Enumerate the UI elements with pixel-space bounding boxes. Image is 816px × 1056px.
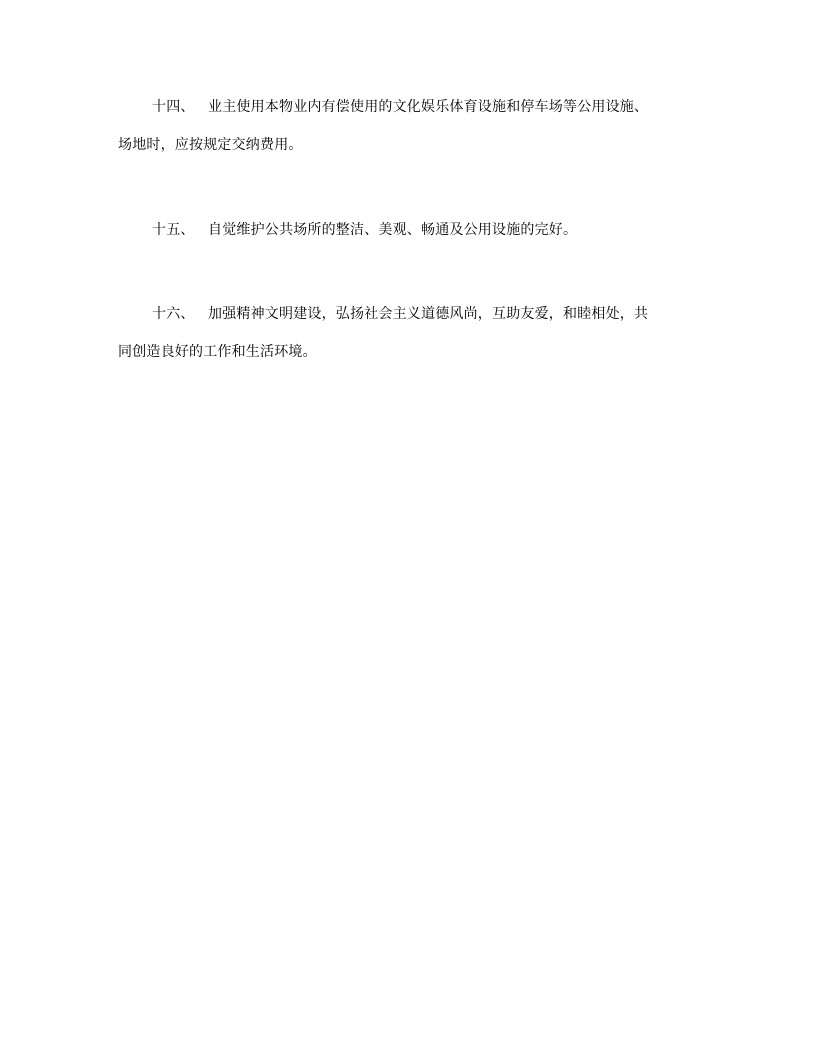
- clause-number: 十四、: [152, 99, 195, 115]
- clause-text: 加强精神文明建设，弘扬社会主义道德风尚，互助友爱，和睦相处，共: [208, 306, 649, 322]
- clause-14: [118, 88, 708, 164]
- clause-text: 自觉维护公共场所的整洁、美观、畅通及公用设施的完好。: [208, 222, 578, 238]
- clause-continuation: 同创造良好的工作和生活环境。: [118, 344, 317, 360]
- clause-number: 十六、: [152, 306, 195, 322]
- clause-line: [118, 295, 708, 333]
- clause-number: 十五、: [152, 222, 195, 238]
- clause-15: [118, 211, 708, 249]
- clause-16: [118, 295, 708, 371]
- clause-continuation: 场地时，应按规定交纳费用。: [118, 137, 303, 153]
- clause-line: [118, 88, 708, 126]
- clause-text: 业主使用本物业内有偿使用的文化娱乐体育设施和停车场等公用设施、: [208, 99, 649, 115]
- clause-line: [118, 211, 708, 249]
